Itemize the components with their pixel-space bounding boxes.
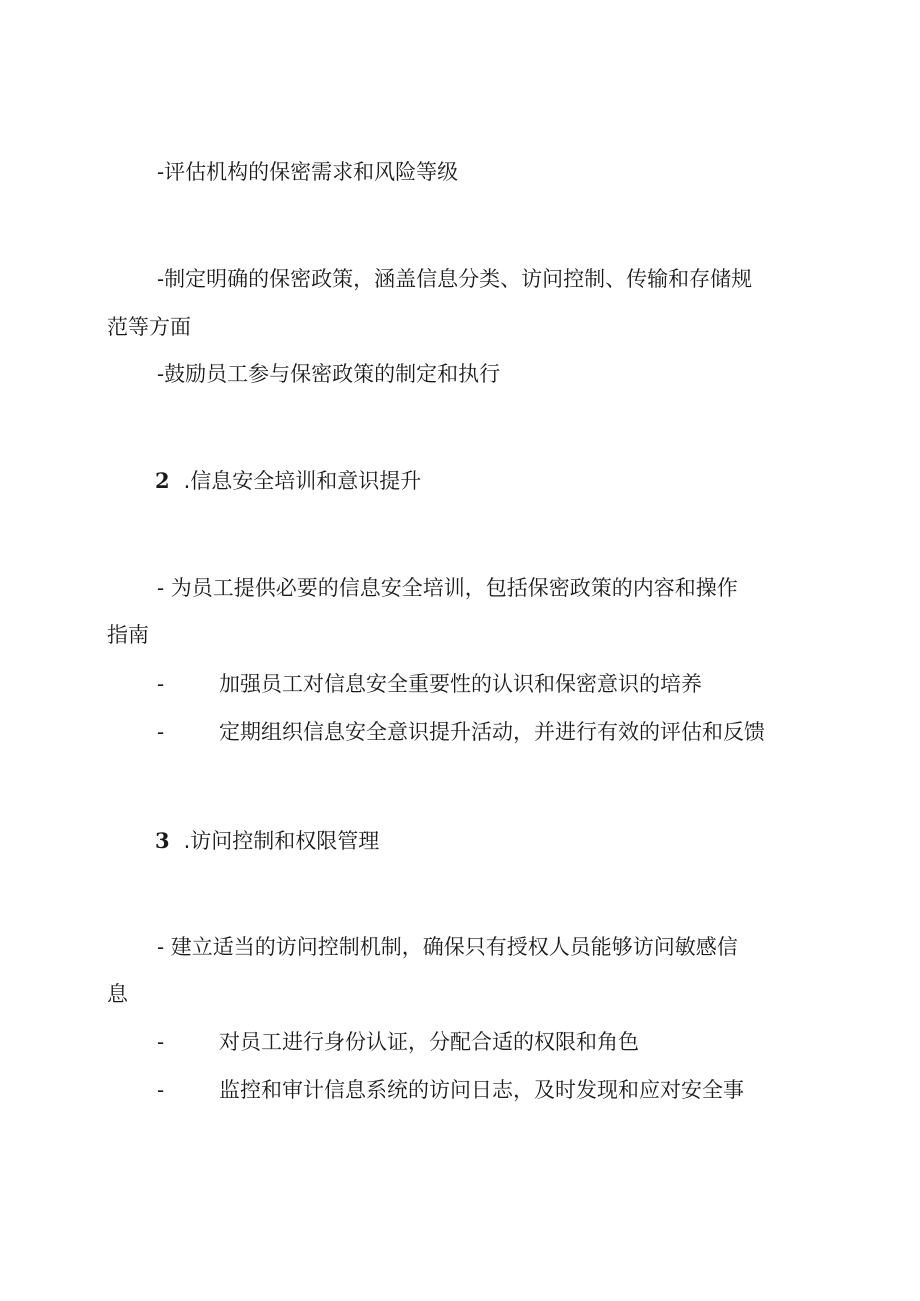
bullet-text: 定期组织信息安全意识提升活动，并进行有效的评估和反馈: [219, 720, 765, 744]
section-number: 2: [155, 468, 170, 493]
section-heading-access-control: [155, 826, 379, 856]
bullet-assess-needs: -评估机构的保密需求和风险等级: [157, 160, 459, 184]
bullet-training-line1: - 为员工提供必要的信息安全培训，包括保密政策的内容和操作: [157, 576, 738, 600]
bullet-authentication: [157, 1027, 639, 1057]
bullet-activities: [157, 717, 765, 747]
section-title: .信息安全培训和意识提升: [183, 469, 422, 493]
bullet-policy-line1: -制定明确的保密政策，涵盖信息分类、访问控制、传输和存储规: [157, 267, 753, 291]
section-title: .访问控制和权限管理: [183, 829, 380, 853]
bullet-dash: -: [157, 1078, 165, 1102]
bullet-access-line2: 息: [107, 982, 128, 1006]
bullet-text: 对员工进行身份认证，分配合适的权限和角色: [219, 1030, 639, 1054]
bullet-encourage: -鼓励员工参与保密政策的制定和执行: [157, 362, 501, 386]
bullet-awareness: [157, 669, 702, 699]
section-number: 3: [155, 828, 170, 853]
bullet-training-line2: 指南: [107, 623, 149, 647]
bullet-dash: -: [157, 1030, 165, 1054]
bullet-access-line1: - 建立适当的访问控制机制，确保只有授权人员能够访问敏感信: [157, 935, 738, 959]
section-heading-training: [155, 466, 421, 496]
bullet-text: 监控和审计信息系统的访问日志，及时发现和应对安全事: [219, 1078, 744, 1102]
bullet-dash: -: [157, 672, 165, 696]
bullet-text: 加强员工对信息安全重要性的认识和保密意识的培养: [219, 672, 702, 696]
bullet-audit: [157, 1075, 744, 1105]
bullet-policy-line2: 范等方面: [107, 315, 191, 339]
bullet-dash: -: [157, 720, 165, 744]
